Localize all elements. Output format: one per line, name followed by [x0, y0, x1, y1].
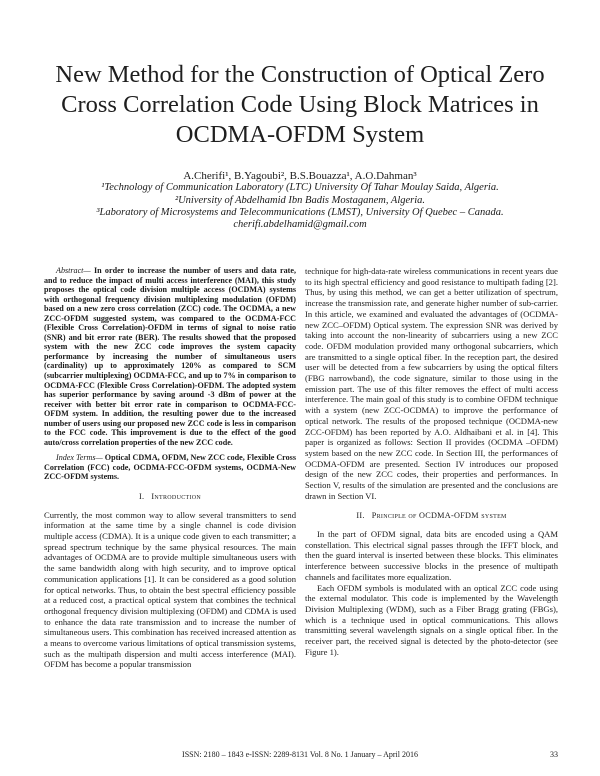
index-terms-label: Index Terms— [56, 453, 103, 463]
section-number: I. [138, 492, 145, 502]
author-block [40, 170, 560, 231]
index-terms [44, 453, 296, 482]
affiliation-1: ¹Technology of Communication Laboratory (LTC) University Of Tahar Moulay Saida, Algeria. [101, 182, 499, 194]
introduction-paragraph: Currently, the most common way to allow several transmitters to send information at the same time by a single channel is code division multiple access (CDMA). It is a unique code given to each transmitter; a spread spectrum technique by the same physical resources. The main advantages of OCDMA are to provide multiple simultaneous users with the same bandwidth along with high security, and to improve optical communication applications [1]. It can be considered as a good solution for optical networks. Thus, to obtain the best spectral efficiency possible at a reduced cost, a practical optical system that combines the technical orthogonal frequency division multiplexing (OFDM) and CDMA is used to enhance the data rate transmission and to increase the number of simultaneous users. This combination has received increased attention as a means to overcome various limitations of optical transmission systems, such as the multipath dispersion and multi access interference (MAI). OFDM has become a popular transmission [44, 509, 296, 670]
section-title: Principle of OCDMA-OFDM system [371, 511, 507, 521]
page-number: 33 [550, 750, 558, 759]
author-email: cherifi.abdelhamid@gmail.com [233, 219, 367, 231]
affiliation-2: ²University of Abdelhamid Ibn Badis Mostaganem, Algeria. [174, 194, 426, 206]
paper-title: New Method for the Construction of Optical Zero Cross Correlation Code Using Block Matrices in OCDMA-OFDM System [55, 61, 545, 148]
abstract [44, 266, 296, 447]
issn-line: ISSN: 2180 – 1843 e-ISSN: 2289-8131 Vol. 8 No. 1 January – April 2016 [182, 750, 418, 759]
introduction-continued: technique for high-data-rate wireless communications in recent years due to its high spectral efficiency and good resistance to multipath fading [2]. Thus, by using this method, we can get a better utilization of spectrum, increase the transmission rate, and generate higher number of sub-carrier. In this article, we examined and evaluated the advantages of (OCDMA-new ZCC–OFDM) Optical system. The expression SNR was derived by taking into account the non-linearity of subcarriers using a new ZCC code. OFDM modulation provided many orthogonal subcarriers, which are transmitted to a single optical fiber. In the reception part, the desired user will be detected from a few subcarriers by using the optical filters (FBG narrowband), the code signature, similar to those using in the emission part. The use of this filter removes the effect of multi access interference. The main goal of this study is to combine OFDM technique with a system (new ZCC-OCDMA) to improve the performance of optical network. The results of the proposed technique (OCDMA-new ZCC-OFDM) has been reported by A.O. Aldhaibani et al. in [4]. This paper is organized as follows: Section II provides (OCDMA –OFDM) system based on the new ZCC code. In Section III, the performances of OCDMA-OFDM are presented. Section IV introduces our proposed design of the new ZCC codes, their properties and performances. In Section V, results of the simulation are presented and the conclusions are drawn in Section VI. [305, 266, 558, 501]
section-heading-introduction [44, 492, 296, 502]
abstract-label: Abstract— [56, 266, 91, 275]
section-heading-principle [305, 511, 558, 521]
affiliation-3: ³Laboratory of Microsystems and Telecommunications (LMST), University Of Quebec – Canada. [96, 206, 504, 218]
right-column [305, 266, 558, 657]
principle-paragraph-2: Each OFDM symbols is modulated with an optical ZCC code using the external modulator. This code is implemented by the Wavelength Division Multiplexing (WDM), such as a Fiber Bragg grating (FBGs), which is a technique used in optical communications. This allows transmitting several wavelength signals on a single optical fiber. In the receiver part, the received signal is detected by the photo-detector (see Figure 1). [305, 582, 558, 657]
section-title: Introduction [151, 492, 202, 502]
author-names: A.Cherifi¹, B.Yagoubi², B.S.Bouazza¹, A.O.Dahman³ [183, 170, 417, 182]
left-column [44, 266, 296, 670]
abstract-text: In order to increase the number of users and data rate, and to reduce the impact of multi access interference (MAI), this study proposes the optical code division multiple access (OCDMA) systems with orthogonal frequency division multiplexing modulation (OFDM) based on a new zero cross correlation (ZCC) code. The OCDMA, a new ZCC-OFDM suggested system, was compared to the OCDMA-FCC (Flexible Cross Correlation)-OFDM in terms of signal to noise ratio (SNR) and bit error rate (BER). The results showed that the proposed system with the new ZCC code improves the system capacity performance by increasing the number of simultaneous users (cardinality) up to approximately 120% as compared to SCM (subcarrier multiplexing) OCDMA-FCC, and up to 7% in comparison to OCDMA-FCC (Flexible Cross Correlation)-OFDM. The adopted system has superior performance by saving around -3 dBm of power at the receiver with better bit error rate in comparison to OCDMA-FCC-OFDM system. In addition, the resulting power due to the increased number of users using our proposed new ZCC code is less in comparison to the FCC code. This improvement is due to the effect of the good auto/cross correlation properties of the new ZCC code. [44, 266, 296, 447]
index-terms-text: Optical CDMA, OFDM, New ZCC code, Flexible Cross Correlation (FCC) code, OCDMA-FCC-OFDM systems, OCDMA-New ZCC-OFDM systems. [44, 453, 296, 482]
section-number: II. [356, 511, 365, 521]
principle-paragraph-1: In the part of OFDM signal, data bits are encoded using a QAM constellation. This electrical signal passes through the IFFT block, and then the guard interval is inserted between these blocks. This eliminates interference between successive blocks in the presence of multipath channels and facilitates more equalization. [305, 529, 558, 582]
